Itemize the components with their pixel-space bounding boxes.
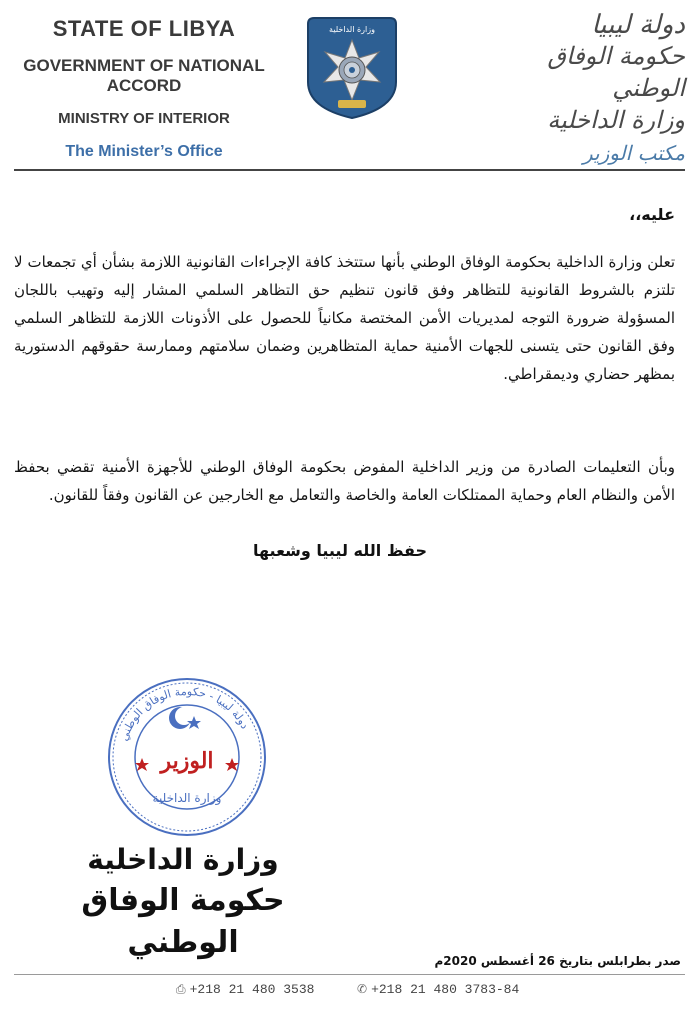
header-divider [14,169,685,171]
emblem-text: وزارة الداخلية [329,25,375,34]
phone-number: +218 21 480 3783-84 [371,982,520,997]
police-emblem-icon [304,12,400,122]
stamp-center-text: الوزير [160,748,214,774]
state-title: STATE OF LIBYA [52,16,236,41]
ministry-title: MINISTRY OF INTERIOR [58,110,230,127]
office-title-ar: مكتب الوزير [582,141,685,165]
header-english [0,8,288,161]
paragraph-2: وبأن التعليمات الصادرة من وزير الداخلية المفوض بحكومة الوفاق الوطني للأجهزة الأمنية تقضي بحفظ الأمن والنظام العام وحماية الممتلكات العامة والخاصة والتعامل مع الخارجين عن القانون وفقاً للقانون. [14,458,675,504]
fax-icon: ⎙ [176,982,186,996]
footer-divider [14,974,685,975]
signature-government: حكومة الوفاق الوطني [81,883,285,960]
phone-icon: ✆ [357,982,368,996]
fax-number: +218 21 480 3538 [189,982,315,997]
stamp-bottom-text: وزارة الداخلية [152,791,222,805]
closing-line: حفظ الله ليبيا وشعبها [252,541,428,560]
paragraph-1: تعلن وزارة الداخلية بحكومة الوفاق الوطني بأنها ستتخذ كافة الإجراءات القانونية اللازمة بشأن أي تجمعات لا تلتزم بالشروط القانونية للتظاهر وفق قانون تنظيم حق التظاهر السلمي المشار إليه وتهيب باللجان المسؤولة ضرورة التوجه لمديريات الأمن المختصة مكانياً للحصول على الأذونات اللازمة للتظاهر السلمي وفق القانون حتى يتسنى للجهات الأمنية حماية المتظاهرين وضمان سلامتهم وممارسة حقوقهم الدستورية بمظهر حضاري وديمقراطي. [14,253,675,383]
footer-contacts [0,982,699,1002]
stamp-ring-text: دولة ليبيا - حكومة الوفاق الوطني [117,684,252,743]
state-title-ar: دولة ليبيا [591,10,685,40]
government-title-ar: حكومة الوفاق الوطني [547,42,685,102]
header-arabic [515,10,685,170]
ministry-title-ar: وزارة الداخلية [547,106,685,134]
issue-date: صدر بطرابلس بتاريخ 26 أغسطس 2020م [434,954,681,968]
salutation: عليه،، [629,205,675,224]
government-title: GOVERNMENT OF NATIONAL ACCORD [23,56,265,95]
signature-ministry: وزارة الداخلية [87,843,279,876]
signature-block [48,840,318,964]
official-stamp [106,676,268,838]
phone-contact [357,982,519,997]
office-title: The Minister’s Office [65,143,223,160]
crescent-star-icon [169,707,201,729]
fax-contact [176,982,314,997]
